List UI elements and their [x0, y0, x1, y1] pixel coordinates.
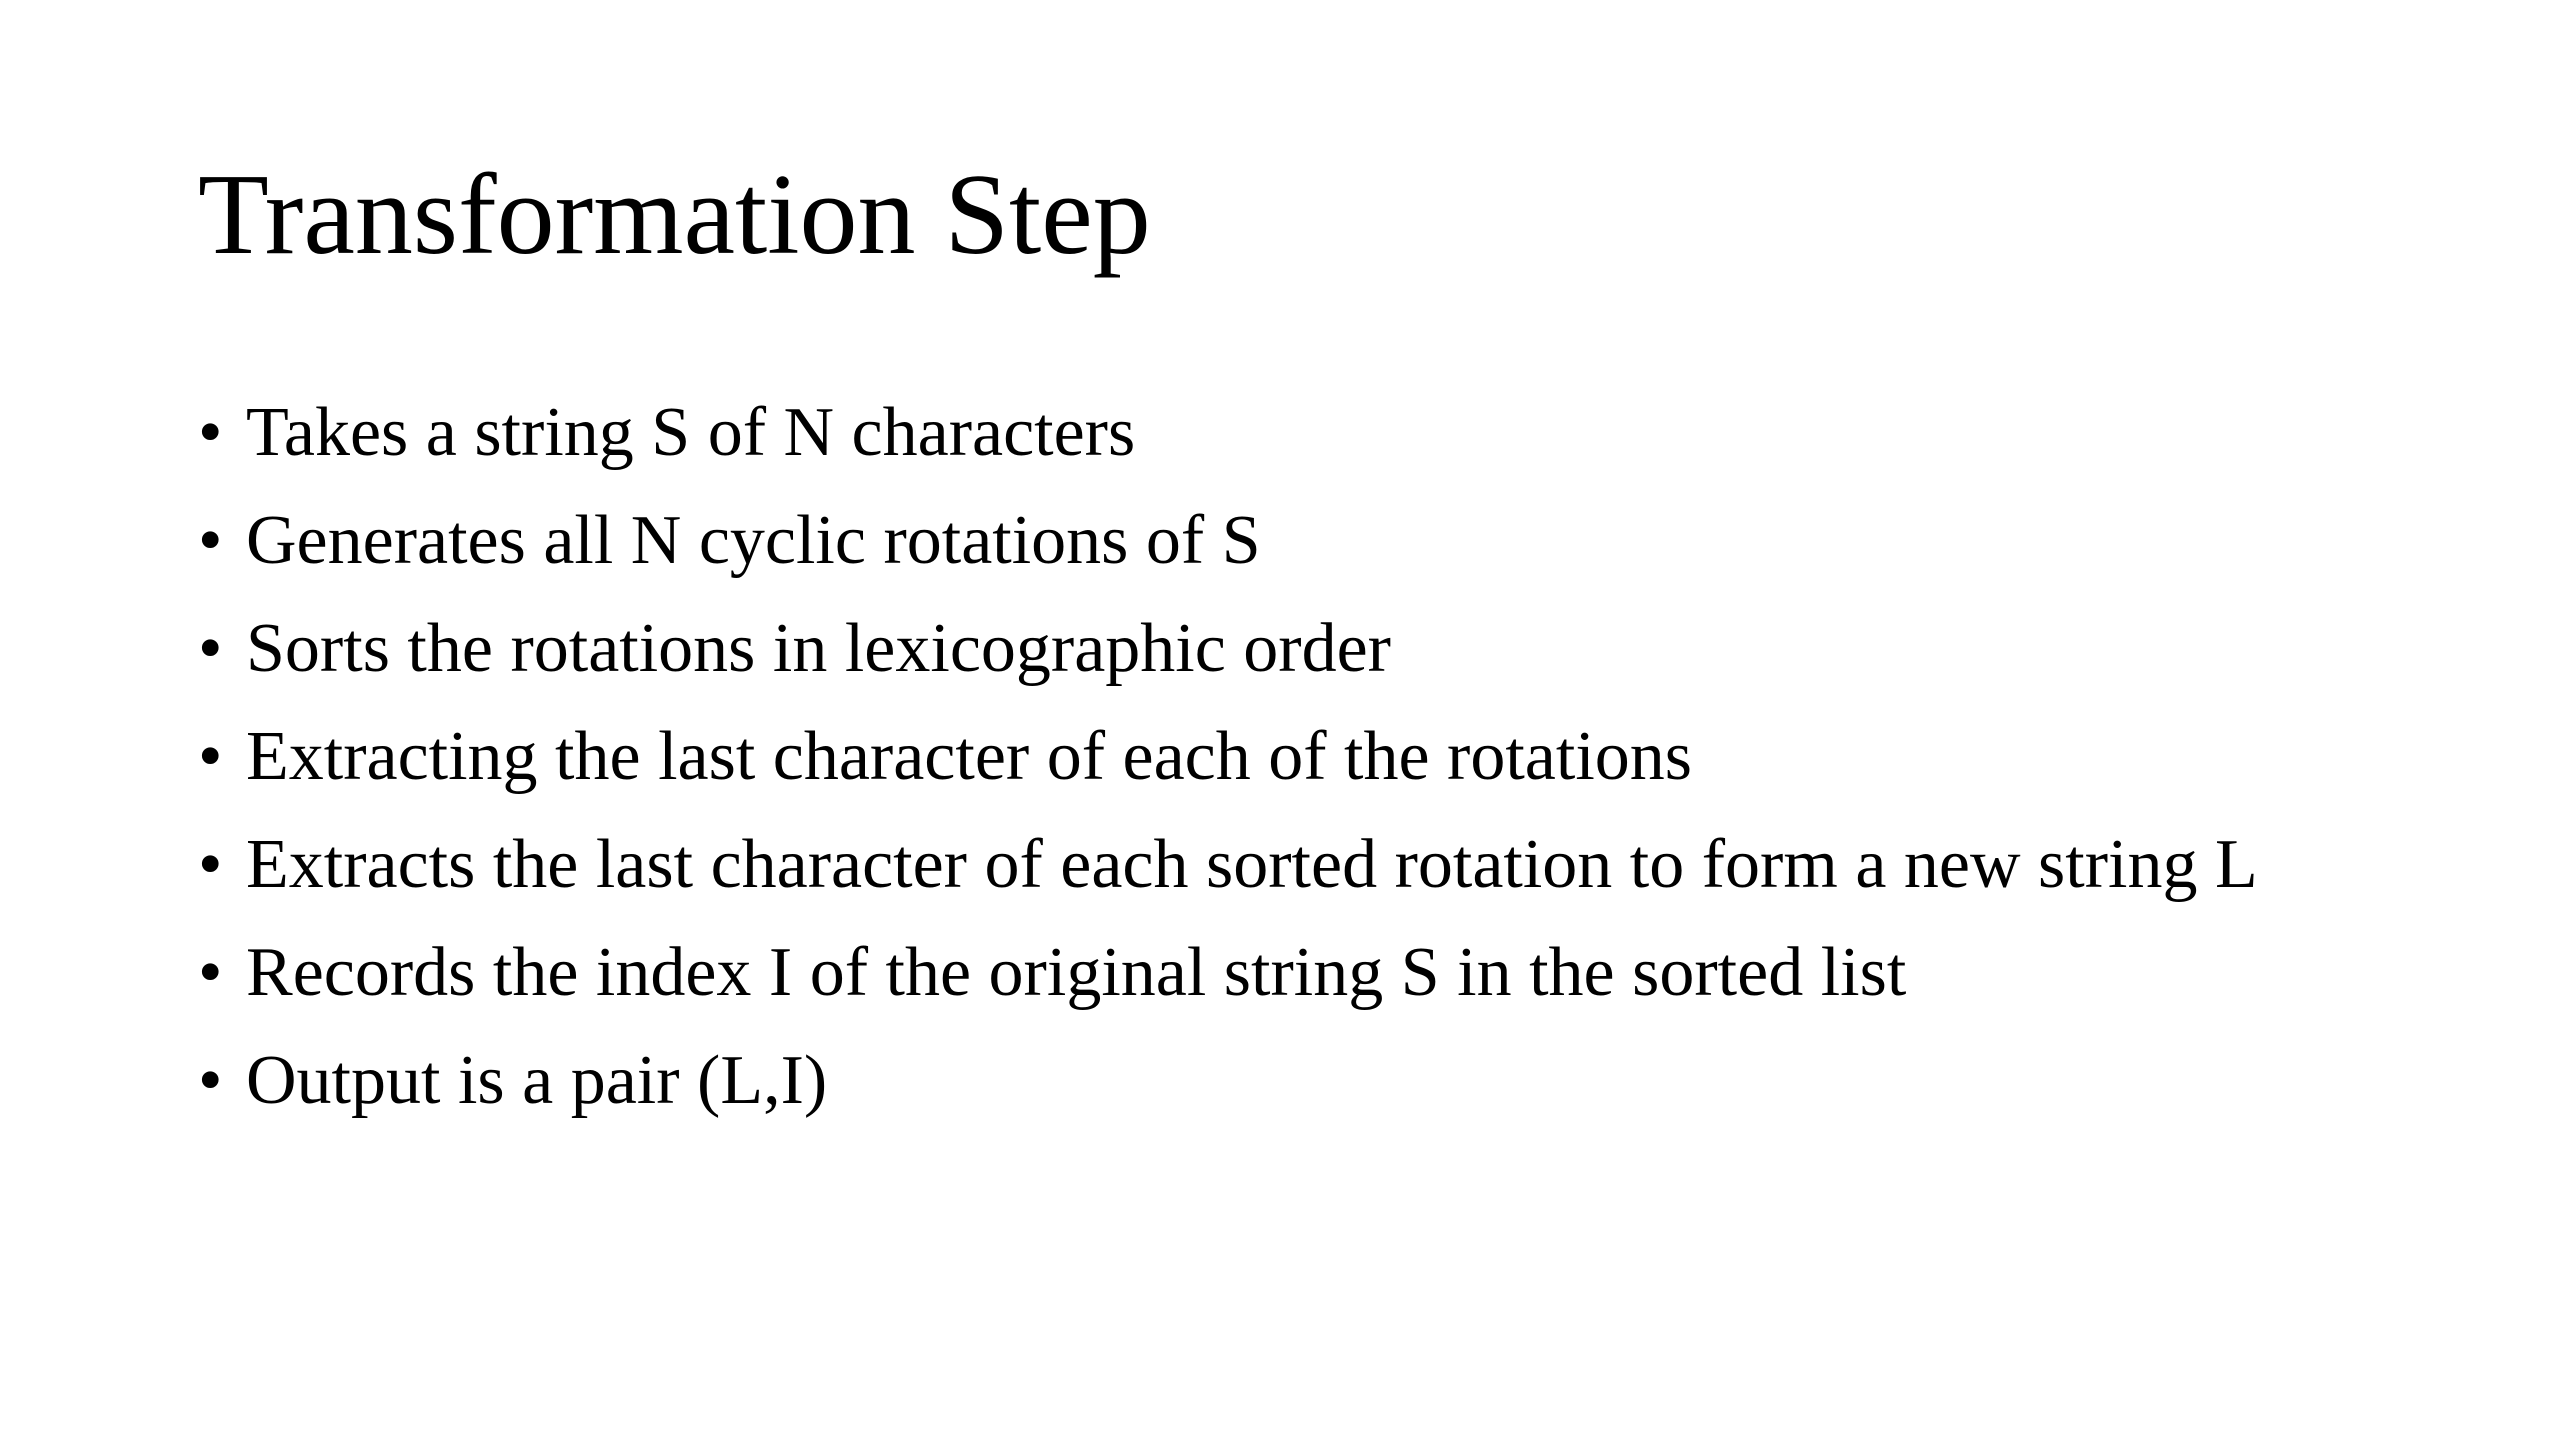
bullet-item-sorts-rotations [198, 609, 2418, 689]
bullet-item-records-index [198, 933, 2418, 1013]
bullet-text: Records the index I of the original string S in the sorted list [246, 934, 1907, 1011]
bullet-text: Generates all N cyclic rotations of S [246, 502, 1261, 579]
bullet-list [198, 393, 2418, 1149]
bullet-item-extracting-last-character [198, 717, 2418, 797]
bullet-text: Takes a string S of N characters [246, 394, 1136, 471]
bullet-item-generates-rotations [198, 501, 2418, 581]
bullet-dot-icon: • [198, 718, 223, 795]
slide-title: Transformation Step [198, 151, 1151, 279]
bullet-item-extracts-form-string [198, 825, 2418, 905]
bullet-dot-icon: • [198, 502, 223, 579]
bullet-text: Sorts the rotations in lexicographic order [246, 610, 1391, 687]
bullet-item-takes-string [198, 393, 2418, 473]
bullet-dot-icon: • [198, 610, 223, 687]
bullet-dot-icon: • [198, 934, 223, 1011]
bullet-dot-icon: • [198, 1042, 223, 1119]
bullet-text: Extracting the last character of each of the rotations [246, 718, 1693, 795]
bullet-text: Extracts the last character of each sorted rotation to form a new string L [246, 826, 2258, 903]
bullet-dot-icon: • [198, 394, 223, 471]
bullet-item-output-pair [198, 1041, 2418, 1121]
bullet-dot-icon: • [198, 826, 223, 903]
bullet-text: Output is a pair (L,I) [246, 1042, 828, 1119]
